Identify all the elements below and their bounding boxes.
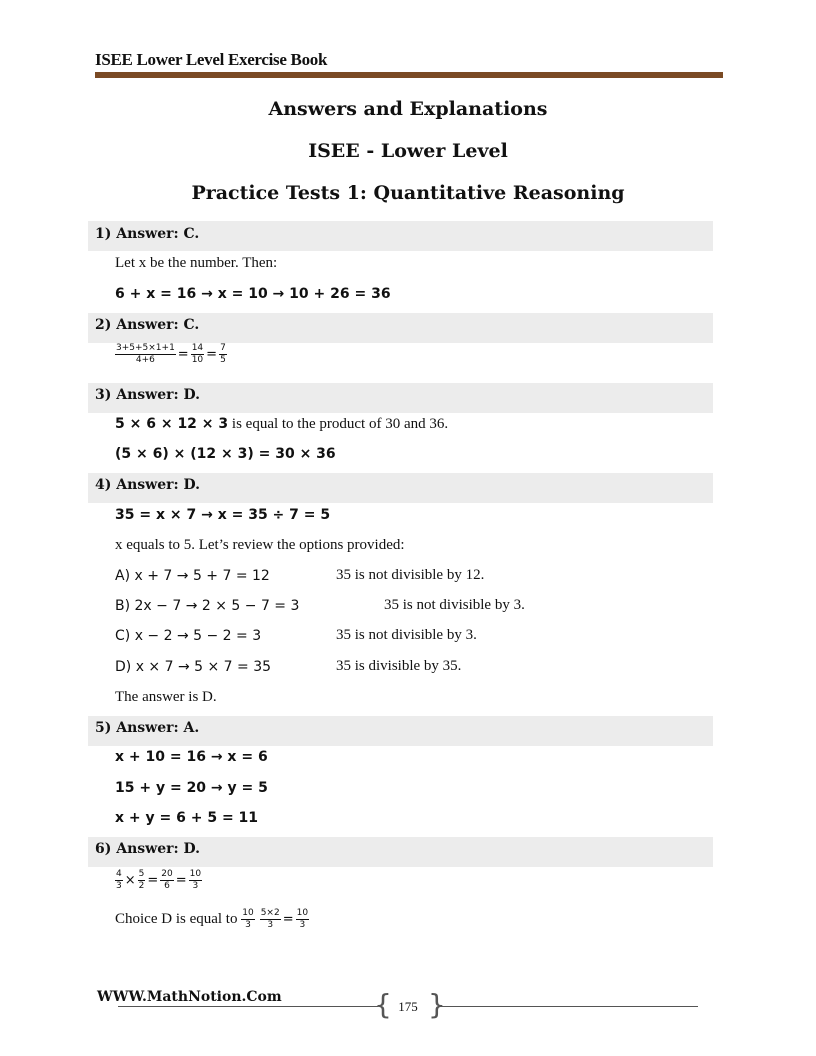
fraction: $\frac{20}{6}$ [161,869,173,891]
heading-level: ISEE - Lower Level [308,140,508,162]
right-brace: } [428,988,446,1021]
q5-equation-1: x + 10 = 16 → x = 6 [115,749,268,765]
q4-option-c: C) x − 2 → 5 − 2 = 3 [115,628,262,644]
q4-option-d-note: 35 is divisible by 35. [336,658,462,674]
answer-label-4: 4) Answer: D. [95,477,201,493]
q6-fraction-line: $\frac{4}{3}$ × $\frac{5}{2}$ = $\frac{20}{6}$ = $\frac{10}{3}$ [116,869,202,891]
q4-conclusion: The answer is D. [115,689,217,705]
fraction: $\frac{10}{3}$ [296,908,309,930]
answer-label-5: 5) Answer: A. [95,720,200,736]
fraction: $\frac{7}{5}$ [220,343,226,365]
footer-website: WWW.MathNotion.Com [97,989,282,1005]
q4-option-b: B) 2x − 7 → 2 × 5 − 7 = 3 [115,598,300,614]
fraction: $\frac{14}{10}$ [191,343,204,365]
q6-line-2: Choice D is equal to $\frac{10}{3}$ $\frac{5\times 2}{3}$ = $\frac{10}{3}$ [115,908,309,930]
answer-label-2: 2) Answer: C. [95,317,200,333]
left-brace: { [374,988,392,1021]
q4-option-b-note: 35 is not divisible by 3. [384,597,525,613]
answer-label-6: 6) Answer: D. [95,841,201,857]
q3-line-1: 5 × 6 × 12 × 3 is equal to the product of 30 and 36. [115,416,449,432]
fraction: $\frac{3+5+5\times 1+1}{4+6}$ [116,343,175,365]
heading-answers: Answers and Explanations [268,98,548,120]
fraction: $\frac{5}{2}$ [138,869,145,891]
heading-test: Practice Tests 1: Quantitative Reasoning [191,182,625,204]
q5-equation-3: x + y = 6 + 5 = 11 [115,810,259,826]
fraction: $\frac{4}{3}$ [116,869,122,891]
answer-label-1: 1) Answer: C. [95,226,200,242]
q4-option-a: A) x + 7 → 5 + 7 = 12 [115,568,270,584]
book-title: ISEE Lower Level Exercise Book [95,50,328,69]
q1-equation: 6 + x = 16 → x = 10 → 10 + 26 = 36 [115,286,391,302]
q4-option-c-note: 35 is not divisible by 3. [336,627,477,643]
header-rule [95,72,723,78]
q4-option-d: D) x × 7 → 5 × 7 = 35 [115,659,272,675]
q4-option-a-note: 35 is not divisible by 12. [336,567,485,583]
q5-equation-2: 15 + y = 20 → y = 5 [115,780,268,796]
answer-label-3: 3) Answer: D. [95,387,201,403]
page-number: 175 [398,999,418,1014]
q3-equation: (5 × 6) × (12 × 3) = 30 × 36 [115,446,336,462]
q2-fraction-line: $\frac{3+5+5\times 1+1}{4+6}$ = $\frac{14}{10}$ = $\frac{7}{5}$ [116,343,226,365]
q4-equation: 35 = x × 7 → x = 35 ÷ 7 = 5 [115,507,331,523]
q1-line-1: Let x be the number. Then: [115,255,278,271]
fraction: $\frac{10}{3}$ [189,869,202,891]
fraction: $\frac{10}{3}$ [242,908,254,930]
fraction: $\frac{5\times 2}{3}$ [260,908,280,930]
q4-line-2: x equals to 5. Let’s review the options provided: [115,537,405,553]
